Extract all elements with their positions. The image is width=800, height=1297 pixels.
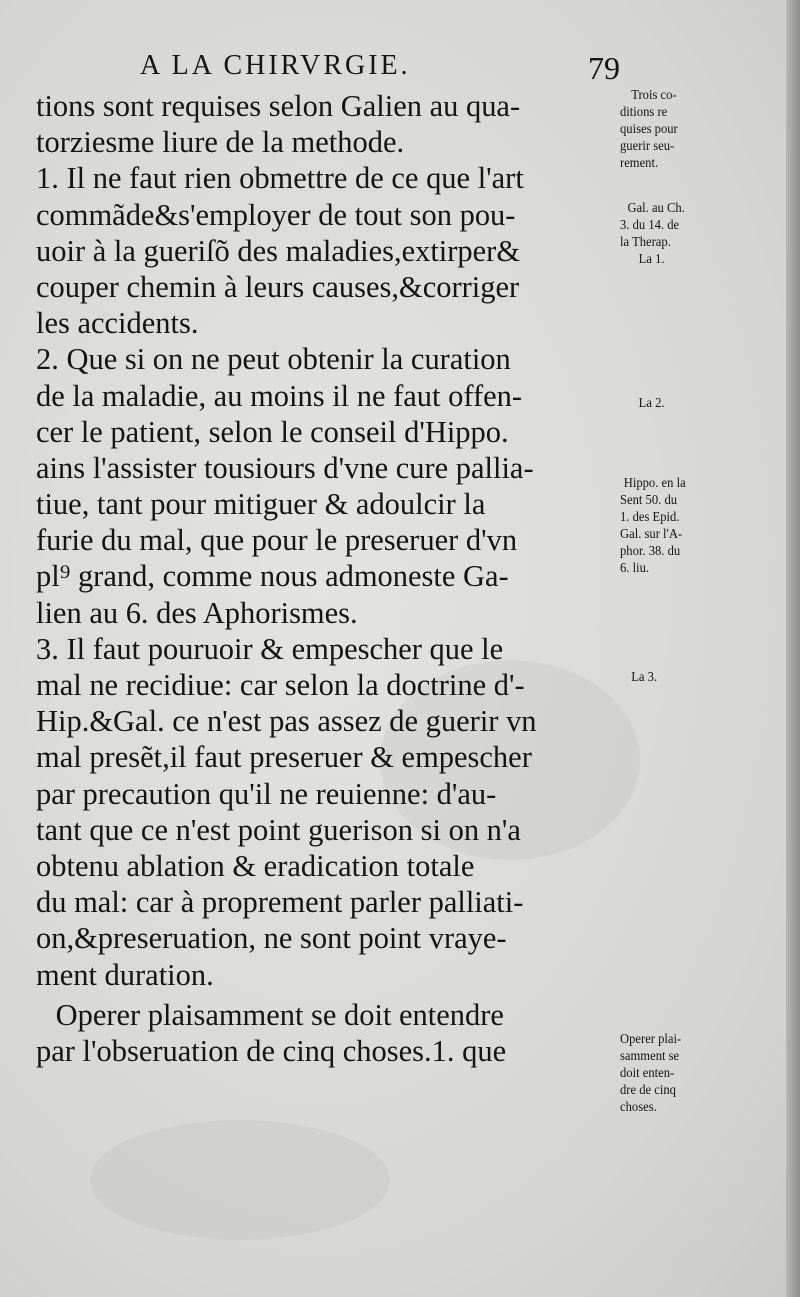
note-line: la Therap. — [620, 234, 671, 249]
note-line: Sent 50. du — [620, 492, 678, 507]
text-line: obtenu ablation & eradication totale — [36, 847, 475, 883]
text-line: on,&preseruation, ne sont point vraye- — [36, 920, 507, 956]
note-line: choses. — [620, 1099, 657, 1114]
note-line: 6. liu. — [620, 560, 650, 575]
text-line: par precaution qu'il ne reuienne: d'au- — [36, 775, 497, 811]
note-line: ditions re — [620, 104, 668, 119]
text-line: 1. Il ne faut rien obmettre de ce que l'art — [36, 160, 524, 196]
text-line: lien au 6. des Aphorismes. — [36, 594, 358, 630]
text-line: mal ne recidiue: car selon la doctrine d'- — [36, 667, 525, 702]
note-line: Hippo. en la — [623, 475, 686, 490]
text-line: couper chemin à leurs causes,&corriger — [36, 268, 520, 304]
text-line: de la maladie, au moins il ne faut offen- — [36, 377, 523, 413]
text-line: cer le patient, selon le conseil d'Hippo. — [36, 413, 509, 449]
margin-note — [620, 668, 740, 685]
page-number: 79 — [588, 50, 620, 86]
note-line: quises pour — [620, 121, 678, 136]
note-line: dre de cinq — [620, 1082, 676, 1097]
text-line: Operer plaisamment se doit entendre — [55, 996, 504, 1032]
margin-note — [620, 1030, 740, 1115]
note-line: guerir seu- — [620, 138, 675, 153]
text-line: Hip.&Gal. ce n'est pas assez de guerir vn — [36, 703, 537, 739]
running-head: A LA CHIRVRGIE. — [140, 50, 411, 81]
body-text — [36, 88, 626, 1069]
margin-note — [620, 394, 740, 411]
text-line: tant que ce n'est point guerison si on n'a — [36, 811, 521, 847]
note-line: samment se — [620, 1048, 680, 1063]
note-line: 1. des Epid. — [620, 509, 680, 524]
margin-note — [620, 474, 740, 576]
note-line: Gal. au Ch. — [627, 200, 685, 215]
text-line: torziesme liure de la methode. — [36, 124, 405, 160]
text-line: par l'obseruation de cinq choses.1. que — [36, 1032, 507, 1068]
text-line: tiue, tant pour mitiguer & adoulcir la — [36, 486, 486, 522]
margin-note — [620, 199, 740, 267]
note-line: doit enten- — [620, 1065, 675, 1080]
text-line: mal presẽt,il faut preseruer & empescher — [36, 739, 532, 775]
note-line: Trois co- — [631, 87, 677, 102]
margin-notes — [620, 0, 790, 1297]
note-line: 3. du 14. de — [620, 217, 680, 232]
note-line: rement. — [620, 155, 659, 170]
note-line: La 1. — [638, 251, 665, 266]
note-line: Operer plai- — [620, 1031, 682, 1046]
text-line: ains l'assister tousiours d'vne cure pallia- — [36, 449, 534, 485]
text-line: du mal: car à proprement parler palliati- — [36, 884, 524, 920]
paper-stain — [90, 1120, 390, 1240]
text-line: 2. Que si on ne peut obtenir la curation — [36, 341, 511, 377]
text-line: les accidents. — [36, 305, 199, 341]
text-line: furie du mal, que pour le preseruer d'vn — [36, 522, 518, 558]
text-line: tions sont requises selon Galien au qua- — [36, 88, 521, 123]
text-line: commãde&s'employer de tout son pou- — [36, 196, 516, 232]
text-line: 3. Il faut pouruoir & empescher que le — [36, 630, 504, 666]
note-line: phor. 38. du — [620, 543, 681, 558]
note-line: Gal. sur l'A- — [620, 526, 683, 541]
note-line: La 2. — [638, 395, 665, 410]
text-line: pl⁹ grand, comme nous admoneste Ga- — [36, 558, 509, 594]
margin-note — [620, 86, 740, 171]
text-line: uoir à la gueriſõ des maladies,extirper& — [36, 232, 521, 268]
note-line: La 3. — [631, 669, 658, 684]
text-line: ment duration. — [36, 956, 214, 992]
